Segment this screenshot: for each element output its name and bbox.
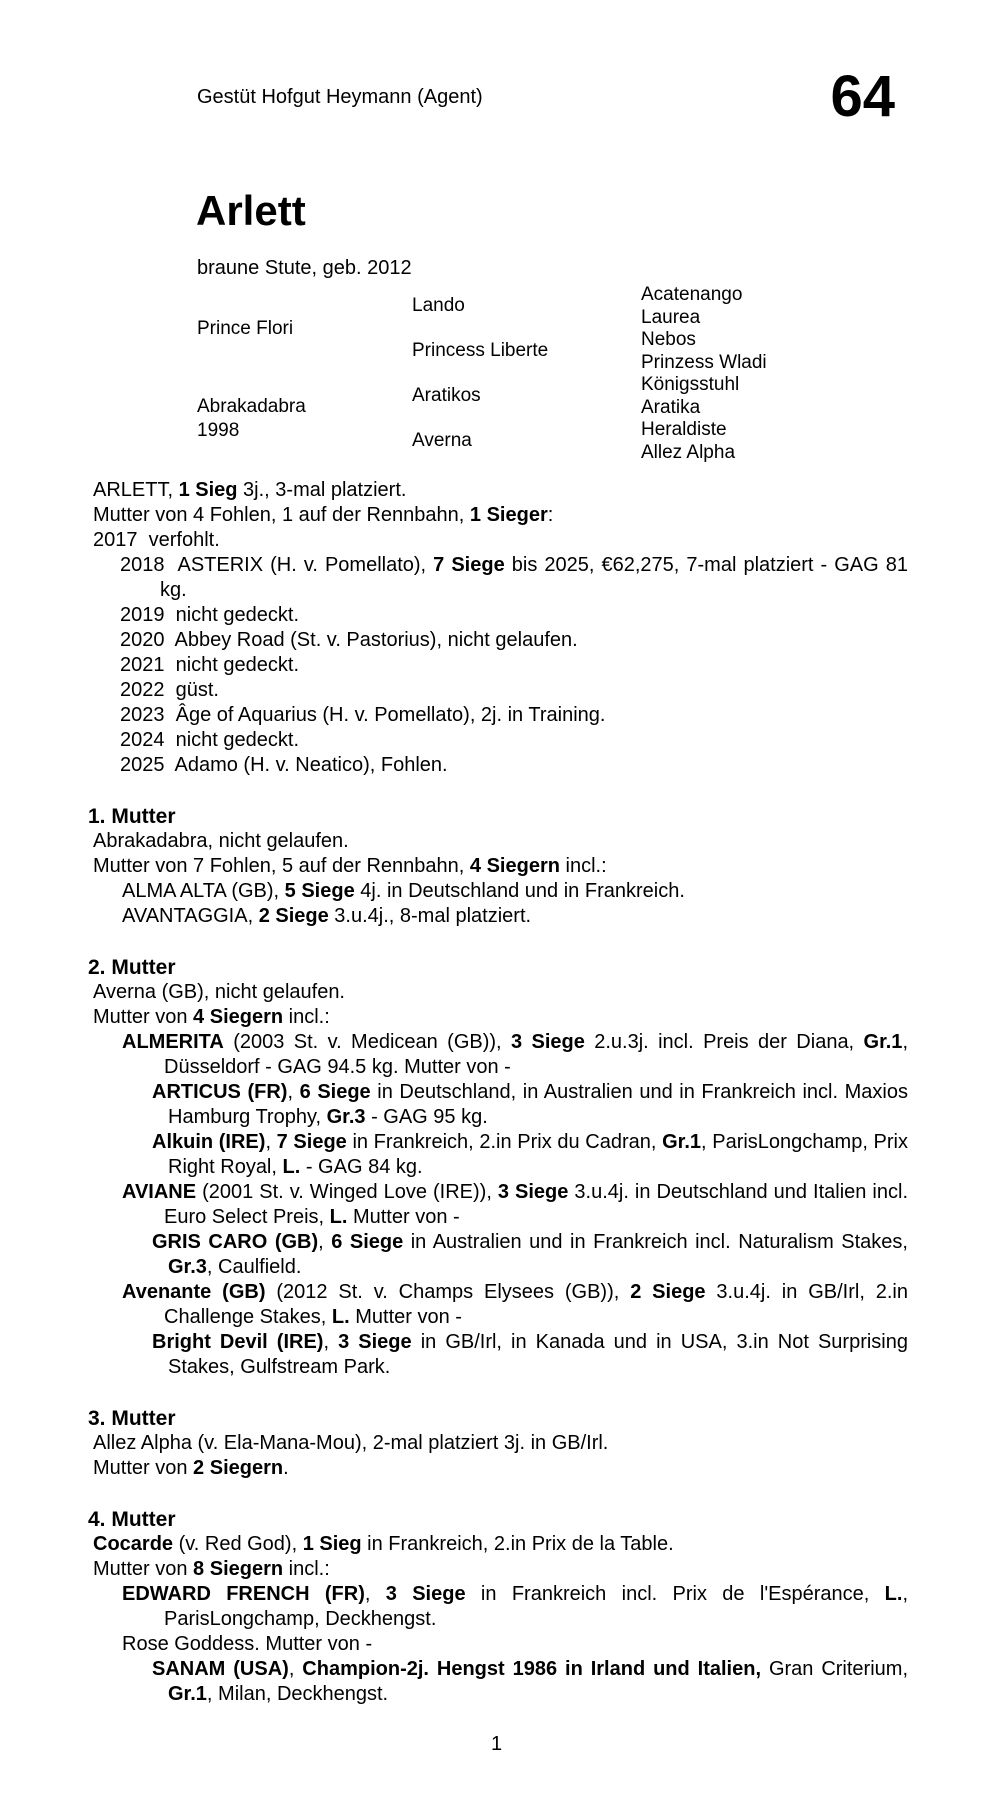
pedigree-great-grandparent: Königsstuhl bbox=[641, 374, 740, 395]
pedigree-grandsire-maternal: Aratikos bbox=[412, 385, 481, 407]
plain-text: : bbox=[547, 504, 554, 526]
plain-text: Mutter von 7 Fohlen, 5 auf der Rennbahn, bbox=[93, 855, 470, 877]
plain-text: 2021 nicht gedeckt. bbox=[120, 654, 300, 676]
plain-text: , bbox=[265, 1131, 277, 1153]
pedigree-table bbox=[197, 284, 905, 464]
bold-text: Avenante (GB) bbox=[122, 1281, 266, 1303]
plain-text: - GAG 84 kg. bbox=[300, 1156, 423, 1178]
bold-text: 2 Siegern bbox=[193, 1457, 284, 1479]
text-line bbox=[88, 1080, 908, 1130]
plain-text: ARLETT, bbox=[93, 479, 179, 501]
bold-text: 4 Siegern bbox=[193, 1006, 284, 1028]
bold-text: Gr.1 bbox=[168, 1683, 207, 1705]
text-line bbox=[88, 1030, 908, 1080]
plain-text: 4j. in Deutschland und in Frankreich. bbox=[354, 880, 685, 902]
text-line bbox=[88, 1456, 908, 1481]
text-line bbox=[88, 678, 908, 703]
plain-text: in Frankreich incl. Prix de l'Espérance, bbox=[465, 1583, 885, 1605]
section-heading: 3. Mutter bbox=[88, 1407, 176, 1430]
plain-text: , bbox=[288, 1658, 303, 1680]
text-line bbox=[88, 904, 908, 929]
text-line bbox=[88, 854, 908, 879]
pedigree-great-grandparent: Allez Alpha bbox=[641, 441, 736, 463]
pedigree-dam-year: 1998 bbox=[197, 420, 240, 441]
bold-text: L. bbox=[884, 1583, 903, 1605]
text-line bbox=[88, 1582, 908, 1632]
plain-text: ALMA ALTA (GB), bbox=[122, 880, 285, 902]
page-number: 1 bbox=[490, 1733, 503, 1755]
text-line bbox=[88, 603, 908, 628]
plain-text: (2003 St. v. Medicean (GB)), bbox=[223, 1031, 511, 1053]
bold-text: Bright Devil (IRE) bbox=[152, 1331, 324, 1353]
bold-text: 3 Siege bbox=[497, 1181, 569, 1203]
horse-description: braune Stute, geb. 2012 bbox=[197, 257, 412, 279]
bold-text: 8 Siegern bbox=[193, 1558, 284, 1580]
bold-text: L. bbox=[329, 1206, 348, 1228]
plain-text: 2024 nicht gedeckt. bbox=[120, 729, 300, 751]
plain-text: (2012 St. v. Champs Elysees (GB)), bbox=[265, 1281, 631, 1303]
plain-text: - GAG 95 kg. bbox=[365, 1106, 488, 1128]
pedigree-grandsire-paternal: Lando bbox=[412, 295, 465, 317]
bold-text: L. bbox=[331, 1306, 350, 1328]
text-line bbox=[88, 1005, 908, 1030]
bold-text: Gr.1 bbox=[863, 1031, 903, 1053]
text-line bbox=[88, 753, 908, 778]
horse-name: Arlett bbox=[196, 187, 306, 234]
bold-text: EDWARD FRENCH (FR) bbox=[122, 1583, 365, 1605]
plain-text: Mutter von bbox=[93, 1457, 194, 1479]
text-line bbox=[88, 829, 908, 854]
plain-text: , bbox=[287, 1081, 300, 1103]
bold-text: 1 Sieg bbox=[178, 479, 238, 501]
plain-text: 2018 ASTERIX (H. v. Pomellato), bbox=[120, 554, 434, 576]
text-line bbox=[88, 1557, 908, 1582]
text-line bbox=[88, 1632, 908, 1657]
bold-text: 1 Sieger bbox=[469, 504, 548, 526]
bold-text: 4 Siegern bbox=[469, 855, 560, 877]
bold-text: Cocarde bbox=[93, 1533, 174, 1555]
plain-text: , bbox=[364, 1583, 386, 1605]
bold-text: Champion-2j. Hengst 1986 in Irland und Italien, bbox=[302, 1658, 762, 1680]
plain-text: Mutter von bbox=[93, 1558, 194, 1580]
pedigree-granddam-maternal: Averna bbox=[412, 430, 472, 452]
bold-text: ALMERITA bbox=[122, 1031, 224, 1053]
plain-text: Mutter von 4 Fohlen, 1 auf der Rennbahn, bbox=[93, 504, 470, 526]
plain-text: 2017 verfohlt. bbox=[93, 529, 220, 551]
bold-text: 7 Siege bbox=[276, 1131, 347, 1153]
text-line bbox=[88, 1532, 908, 1557]
text-line bbox=[88, 1657, 908, 1707]
bold-text: 7 Siege bbox=[433, 554, 505, 576]
plain-text: Abrakadabra, nicht gelaufen. bbox=[93, 830, 349, 852]
pedigree-dam bbox=[197, 374, 412, 464]
plain-text: 2025 Adamo (H. v. Neatico), Fohlen. bbox=[120, 754, 448, 776]
plain-text: , bbox=[318, 1231, 332, 1253]
text-line bbox=[88, 703, 908, 728]
plain-text: 2020 Abbey Road (St. v. Pastorius), nicht gelaufen. bbox=[120, 629, 578, 651]
plain-text: , ParisLongchamp, Prix Right Royal, bbox=[168, 1131, 908, 1178]
text-line bbox=[88, 1180, 908, 1230]
bold-text: 2 Siege bbox=[258, 905, 329, 927]
section-heading: 2. Mutter bbox=[88, 956, 176, 979]
plain-text: in Frankreich, 2.in Prix du Cadran, bbox=[346, 1131, 663, 1153]
text-line bbox=[88, 553, 908, 603]
plain-text: incl.: bbox=[283, 1006, 330, 1028]
text-line bbox=[88, 1230, 908, 1280]
plain-text: , bbox=[323, 1331, 339, 1353]
pedigree-great-grandparent: Laurea bbox=[641, 306, 701, 328]
plain-text: 2022 güst. bbox=[120, 679, 219, 701]
lot-number: 64 bbox=[830, 64, 895, 129]
plain-text: Mutter von bbox=[93, 1006, 194, 1028]
section-heading: 4. Mutter bbox=[88, 1508, 176, 1531]
plain-text: . bbox=[283, 1457, 289, 1479]
bold-text: GRIS CARO (GB) bbox=[152, 1231, 319, 1253]
text-line bbox=[88, 879, 908, 904]
plain-text: 2.u.3j. incl. Preis der Diana, bbox=[584, 1031, 864, 1053]
bold-text: 6 Siege bbox=[299, 1081, 371, 1103]
plain-text: Allez Alpha (v. Ela-Mana-Mou), 2-mal platziert 3j. in GB/Irl. bbox=[93, 1432, 609, 1454]
text-line bbox=[88, 1280, 908, 1330]
race-record-and-family bbox=[88, 478, 908, 1707]
text-line bbox=[88, 728, 908, 753]
bold-text: SANAM (USA) bbox=[152, 1658, 289, 1680]
bold-text: L. bbox=[282, 1156, 301, 1178]
text-line bbox=[88, 980, 908, 1005]
plain-text: Gran Criterium, bbox=[761, 1658, 908, 1680]
plain-text: , Caulfield. bbox=[206, 1256, 302, 1278]
plain-text: (2001 St. v. Winged Love (IRE)), bbox=[196, 1181, 498, 1203]
pedigree-dam-name: Abrakadabra bbox=[197, 396, 306, 417]
bold-text: 2 Siege bbox=[630, 1281, 706, 1303]
plain-text: 3.u.4j., 8-mal platziert. bbox=[328, 905, 532, 927]
plain-text: in Australien und in Frankreich incl. Naturalism Stakes, bbox=[403, 1231, 908, 1253]
plain-text: Rose Goddess. Mutter von - bbox=[122, 1633, 373, 1655]
bold-text: Gr.1 bbox=[662, 1131, 702, 1153]
plain-text: incl.: bbox=[559, 855, 607, 877]
plain-text: , Milan, Deckhengst. bbox=[206, 1683, 389, 1705]
plain-text: , ParisLongchamp, Deckhengst. bbox=[164, 1583, 909, 1630]
pedigree-great-grandparent: Nebos bbox=[641, 329, 696, 350]
plain-text: Mutter von - bbox=[347, 1206, 460, 1228]
plain-text: incl.: bbox=[283, 1558, 330, 1580]
bold-text: Gr.3 bbox=[168, 1256, 207, 1278]
plain-text: in Deutschland, in Australien und in Frankreich incl. Maxios Hamburg Trophy, bbox=[168, 1081, 908, 1128]
text-line bbox=[88, 478, 908, 503]
pedigree-great-grandparent: Aratika bbox=[641, 396, 701, 418]
pedigree-great-grandparent: Prinzess Wladi bbox=[641, 351, 767, 373]
consignor-name: Gestüt Hofgut Heymann (Agent) bbox=[197, 86, 483, 108]
bold-text: Alkuin (IRE) bbox=[152, 1131, 266, 1153]
plain-text: (v. Red God), bbox=[173, 1533, 303, 1555]
bold-text: 5 Siege bbox=[284, 880, 355, 902]
plain-text: Mutter von - bbox=[349, 1306, 462, 1328]
bold-text: 6 Siege bbox=[331, 1231, 404, 1253]
text-line bbox=[88, 653, 908, 678]
bold-text: 3 Siege bbox=[385, 1583, 466, 1605]
plain-text: 2019 nicht gedeckt. bbox=[120, 604, 300, 626]
plain-text: Averna (GB), nicht gelaufen. bbox=[93, 981, 345, 1003]
text-line bbox=[88, 628, 908, 653]
section-heading: 1. Mutter bbox=[88, 805, 176, 828]
plain-text: 3.u.4j. in Deutschland und Italien incl. Euro Select Preis, bbox=[164, 1181, 908, 1228]
plain-text: 2023 Âge of Aquarius (H. v. Pomellato), 2j. in Training. bbox=[120, 704, 606, 726]
plain-text: in Frankreich, 2.in Prix de la Table. bbox=[361, 1533, 674, 1555]
pedigree-great-grandparent: Heraldiste bbox=[641, 419, 727, 440]
text-line bbox=[88, 1130, 908, 1180]
plain-text: 3j., 3-mal platziert. bbox=[237, 479, 407, 501]
text-line bbox=[88, 1330, 908, 1380]
pedigree-sire: Prince Flori bbox=[197, 317, 294, 339]
plain-text: 3.u.4j. in GB/Irl, 2.in Challenge Stakes, bbox=[164, 1281, 908, 1328]
text-line bbox=[88, 503, 908, 528]
plain-text: bis 2025, €62,275, 7-mal platziert - GAG 81 kg. bbox=[160, 554, 908, 601]
pedigree-great-grandparent: Acatenango bbox=[641, 284, 743, 305]
bold-text: AVIANE bbox=[122, 1181, 197, 1203]
bold-text: 1 Sieg bbox=[302, 1533, 362, 1555]
text-line bbox=[88, 528, 908, 553]
plain-text: AVANTAGGIA, bbox=[122, 905, 259, 927]
bold-text: Gr.3 bbox=[326, 1106, 366, 1128]
bold-text: ARTICUS (FR) bbox=[152, 1081, 288, 1103]
bold-text: 3 Siege bbox=[510, 1031, 585, 1053]
plain-text: in GB/Irl, in Kanada und in USA, 3.in Not Surprising Stakes, Gulfstream Park. bbox=[168, 1331, 908, 1378]
pedigree-granddam-paternal: Princess Liberte bbox=[412, 340, 549, 362]
plain-text: , Düsseldorf - GAG 94.5 kg. Mutter von - bbox=[164, 1031, 908, 1078]
text-line bbox=[88, 1431, 908, 1456]
bold-text: 3 Siege bbox=[338, 1331, 412, 1353]
